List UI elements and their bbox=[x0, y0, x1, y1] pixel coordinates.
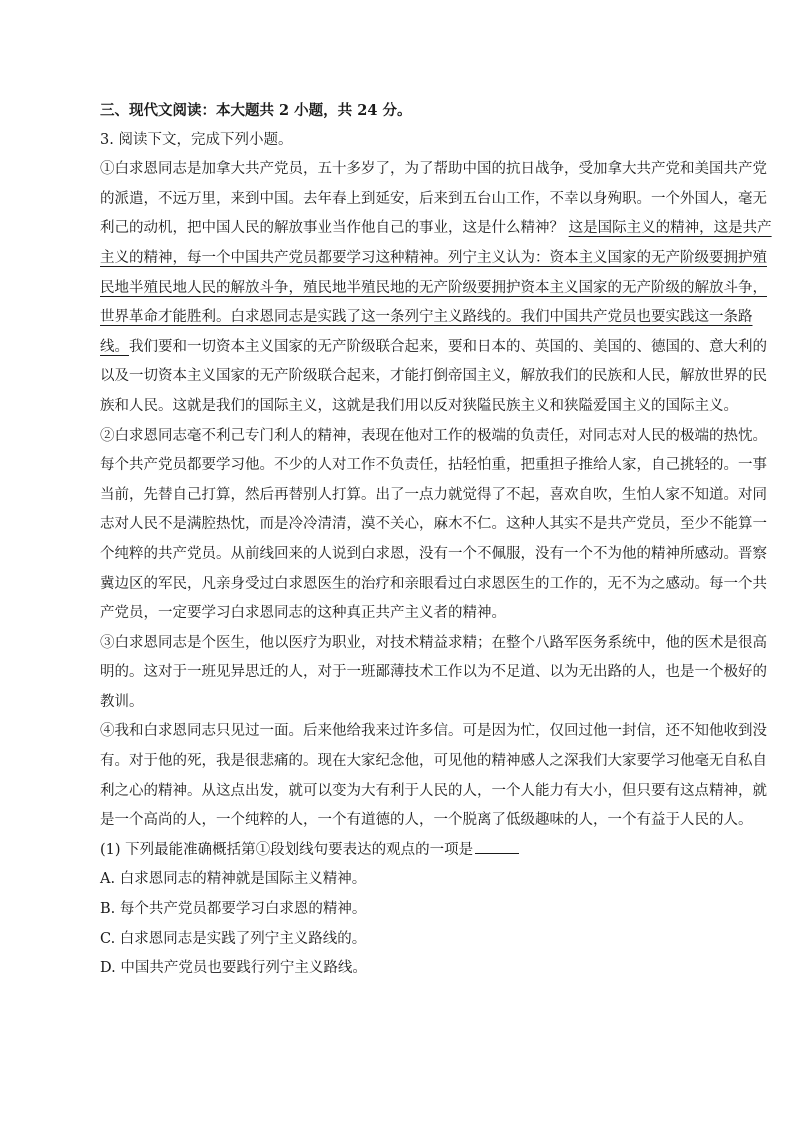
paragraph-line: 族和人民。这就是我们的国际主义，这就是我们用以反对狭隘民族主义和狭隘爱国主义的国际主义。 bbox=[100, 397, 738, 414]
paragraph-line: 明的。这对于一班见异思迁的人，对于一班鄙薄技术工作以为不足道、以为无出路的人，也是一个极好的 bbox=[100, 664, 767, 681]
paragraph-line bbox=[100, 214, 772, 244]
paragraph-line: 志对人民不是满腔热忱，而是冷冷清清，漠不关心，麻木不仁。这种人其实不是共产党员，至少不能算一 bbox=[100, 516, 767, 533]
paragraph-line: 产党员，一定要学习白求恩同志的这种真正共产主义者的精神。 bbox=[100, 605, 506, 622]
paragraph-line: 的派遣，不远万里，来到中国。去年春上到延安，后来到五台山工作，不幸以身殉职。一个外国人，毫无 bbox=[100, 190, 767, 207]
paragraph-line bbox=[100, 333, 767, 363]
option-a: A. 白求恩同志的精神就是国际主义精神。 bbox=[100, 871, 367, 888]
paragraph-line: 利之心的精神。从这点出发，就可以变为大有利于人民的人，一个人能力有大小，但只要有这点精神，就 bbox=[100, 782, 767, 799]
exam-page bbox=[100, 96, 772, 984]
option-b: B. 每个共产党员都要学习白求恩的精神。 bbox=[100, 901, 367, 918]
paragraph-line bbox=[100, 274, 767, 304]
option-c: C. 白求恩同志是实践了列宁主义路线的。 bbox=[100, 930, 367, 947]
paragraph-line: 是一个高尚的人，一个纯粹的人，一个有道德的人，一个脱离了低级趣味的人，一个有益于人民的人。 bbox=[100, 812, 753, 829]
text-span: 我们要和一切资本主义国家的无产阶级联合起来，要和日本的、英国的、美国的、德国的、意大利的 bbox=[129, 338, 767, 355]
paragraph-line: ③白求恩同志是个医生，他以医疗为职业，对技术精益求精；在整个八路军医务系统中，他的医术是很高 bbox=[100, 634, 767, 651]
paragraph-1 bbox=[100, 155, 772, 421]
paragraph-line: ④我和白求恩同志只见过一面。后来他给我来过许多信。可是因为忙，仅回过他一封信，还不知他收到没 bbox=[100, 723, 767, 740]
section-heading: 三、现代文阅读：本大题共 2 小题，共 24 分。 bbox=[100, 102, 412, 119]
paragraph-2 bbox=[100, 422, 767, 629]
paragraph-line: 每个共产党员都要学习他。不少的人对工作不负责任，拈轻怕重，把重担子推给人家，自己挑轻的。一事 bbox=[100, 457, 767, 474]
underlined-sentence: 主义的精神，每一个中国共产党员都要学习这种精神。列宁主义认为：资本主义国家的无产阶级要拥护殖 bbox=[100, 249, 767, 266]
paragraph-line bbox=[100, 303, 753, 333]
question-stem bbox=[100, 836, 720, 866]
underlined-sentence: 民地半殖民地人民的解放斗争，殖民地半殖民地的无产阶级要拥护资本主义国家的无产阶级的解放斗争， bbox=[100, 279, 767, 296]
sub-question-1 bbox=[100, 836, 720, 984]
option-d: D. 中国共产党员也要践行列宁主义路线。 bbox=[100, 960, 367, 977]
underlined-sentence: 世界革命才能胜利。白求恩同志是实践了这一条列宁主义路线的。我们中国共产党员也要实践这一条路 bbox=[100, 309, 753, 326]
text-span: 利己的动机，把中国人民的解放事业当作他自己的事业，这是什么精神？ bbox=[100, 220, 569, 237]
paragraph-3 bbox=[100, 629, 767, 718]
paragraph-line: 以及一切资本主义国家的无产阶级联合起来，才能打倒帝国主义，解放我们的民族和人民，解放世界的民 bbox=[100, 368, 767, 385]
paragraph-4 bbox=[100, 717, 767, 835]
underlined-sentence: 线。 bbox=[100, 338, 129, 355]
paragraph-line: 教训。 bbox=[100, 693, 144, 710]
question-stem-text: (1) 下列最能准确概括第①段划线句要表达的观点的一项是 bbox=[100, 841, 474, 858]
paragraph-line: ②白求恩同志毫不利己专门利人的精神，表现在他对工作的极端的负责任，对同志对人民的极端的热忱。 bbox=[100, 427, 767, 444]
paragraph-line: 当前，先替自己打算，然后再替别人打算。出了一点力就觉得了不起，喜欢自吹，生怕人家不知道。对同 bbox=[100, 486, 767, 503]
answer-blank[interactable] bbox=[475, 839, 519, 854]
paragraph-line bbox=[100, 244, 767, 274]
question-intro: 3. 阅读下文，完成下列小题。 bbox=[100, 131, 293, 148]
paragraph-line: ①白求恩同志是加拿大共产党员，五十多岁了，为了帮助中国的抗日战争，受加拿大共产党和美国共产党 bbox=[100, 161, 767, 178]
paragraph-line: 有。对于他的死，我是很悲痛的。现在大家纪念他，可见他的精神感人之深我们大家要学习他毫无自私自 bbox=[100, 753, 767, 770]
paragraph-line: 个纯粹的共产党员。从前线回来的人说到白求恩，没有一个不佩服，没有一个不为他的精神所感动。晋察 bbox=[100, 545, 767, 562]
underlined-sentence: 这是国际主义的精神，这是共产 bbox=[568, 220, 772, 237]
paragraph-line: 冀边区的军民，凡亲身受过白求恩医生的治疗和亲眼看过白求恩医生的工作的，无不为之感动。每一个共 bbox=[100, 575, 767, 592]
